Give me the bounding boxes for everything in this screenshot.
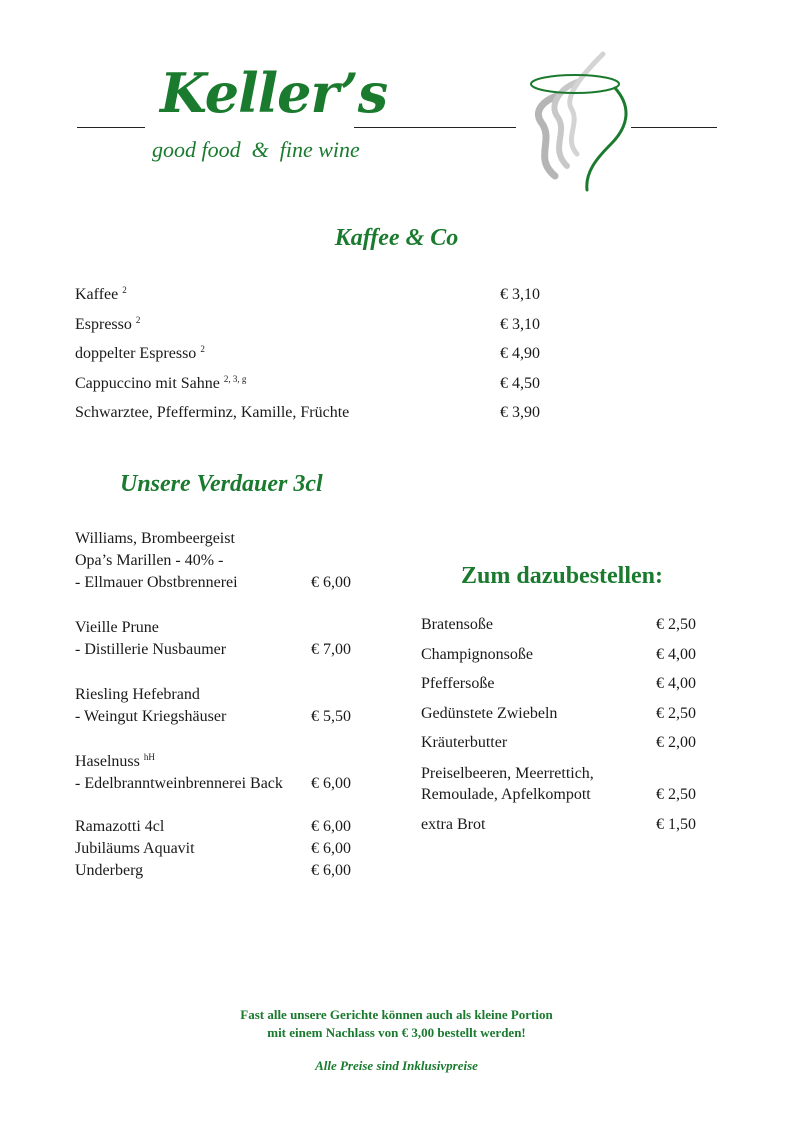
- digestif-item-label: Haselnuss $^{hH}$: [75, 752, 155, 770]
- header-rule-right: [631, 127, 717, 128]
- coffee-item-price: € 3,90: [500, 404, 540, 421]
- digestif-item-label: - Distillerie Nusbaumer: [75, 641, 227, 658]
- coffee-heading: Kaffee & Co: [334, 225, 459, 251]
- extra-item-price: € 2,50: [656, 616, 696, 633]
- digestif-item-label: Vieille Prune: [75, 619, 159, 636]
- digestif-item-label: Jubiläums Aquavit: [75, 840, 195, 857]
- extra-item-label: Preiselbeeren, Meerrettich,: [421, 765, 594, 782]
- digestif-item-label: - Weingut Kriegshäuser: [75, 708, 227, 725]
- extra-item-price: € 2,50: [656, 705, 696, 722]
- brand-logo-text: Keller’s: [160, 61, 388, 125]
- digestif-item-label: Opa’s Marillen - 40% -: [75, 552, 224, 569]
- coffee-item-footnote: 2: [135, 315, 141, 325]
- digestif-item-price: € 5,50: [311, 708, 351, 725]
- extra-item-label: Bratensoße: [421, 616, 493, 633]
- digestif-item-label: Ramazotti 4cl: [75, 818, 165, 835]
- digestif-item-price: € 6,00: [311, 818, 351, 835]
- digestif-item-price: € 7,00: [311, 641, 351, 658]
- coffee-item-footnote: 2: [122, 285, 127, 295]
- digestif-item-label: Underberg: [75, 862, 144, 879]
- digestif-item-price: € 6,00: [311, 840, 351, 857]
- extra-item-price: € 4,00: [656, 675, 696, 692]
- extra-item-label: Champignonsoße: [421, 646, 533, 663]
- digestifs-heading: Unsere Verdauer 3cl: [120, 471, 323, 497]
- wine-glass-logo-icon: [515, 48, 635, 194]
- digestif-item-footnote: hH: [143, 752, 155, 762]
- extras-heading: Zum dazubestellen:: [461, 563, 664, 589]
- digestif-item-label: Williams, Brombeergeist: [75, 530, 235, 547]
- digestif-item-price: € 6,00: [311, 862, 351, 879]
- digestif-item-price: € 6,00: [311, 775, 351, 792]
- digestif-item-label: - Ellmauer Obstbrennerei: [75, 574, 238, 591]
- footer-price-note: Alle Preise sind Inklusivpreise: [315, 1058, 478, 1073]
- coffee-item-label: Kaffee $^2$: [75, 285, 127, 303]
- coffee-item-label: Espresso $^2$: [75, 315, 141, 333]
- coffee-item-price: € 4,50: [500, 375, 540, 392]
- digestif-item-label: Riesling Hefebrand: [75, 686, 200, 703]
- extra-item-price: € 1,50: [656, 816, 696, 833]
- footer-note-line2: mit einem Nachlass von € 3,00 bestellt werden!: [267, 1025, 526, 1040]
- extra-item-price: € 2,00: [656, 734, 696, 751]
- digestif-item-label: - Edelbranntweinbrennerei Back: [75, 775, 283, 792]
- extra-item-label: Pfeffersoße: [421, 675, 495, 692]
- coffee-item-footnote: 2: [200, 344, 205, 354]
- extra-item-label: Remoulade, Apfelkompott: [421, 786, 591, 803]
- coffee-item-price: € 4,90: [500, 345, 540, 362]
- coffee-item-price: € 3,10: [500, 286, 540, 303]
- header-rule-middle: [354, 127, 516, 128]
- extra-item-label: Gedünstete Zwiebeln: [421, 705, 558, 722]
- footer-note-line1: Fast alle unsere Gerichte können auch als kleine Portion: [240, 1007, 553, 1022]
- coffee-item-label: doppelter Espresso $^2$: [75, 344, 205, 362]
- digestif-item-price: € 6,00: [311, 574, 351, 591]
- coffee-item-footnote: 2, 3, g: [223, 374, 247, 384]
- coffee-item-label: Schwarztee, Pfefferminz, Kamille, Früchte: [75, 404, 350, 421]
- header-rule-left: [77, 127, 145, 128]
- extra-item-price: € 4,00: [656, 646, 696, 663]
- extra-item-price: € 2,50: [656, 786, 696, 803]
- extra-item-label: Kräuterbutter: [421, 734, 508, 751]
- coffee-item-label: Cappuccino mit Sahne $^{2, 3, g}$: [75, 374, 247, 392]
- extra-item-label: extra Brot: [421, 816, 486, 833]
- coffee-item-price: € 3,10: [500, 316, 540, 333]
- brand-tagline: good food & fine wine: [152, 137, 360, 162]
